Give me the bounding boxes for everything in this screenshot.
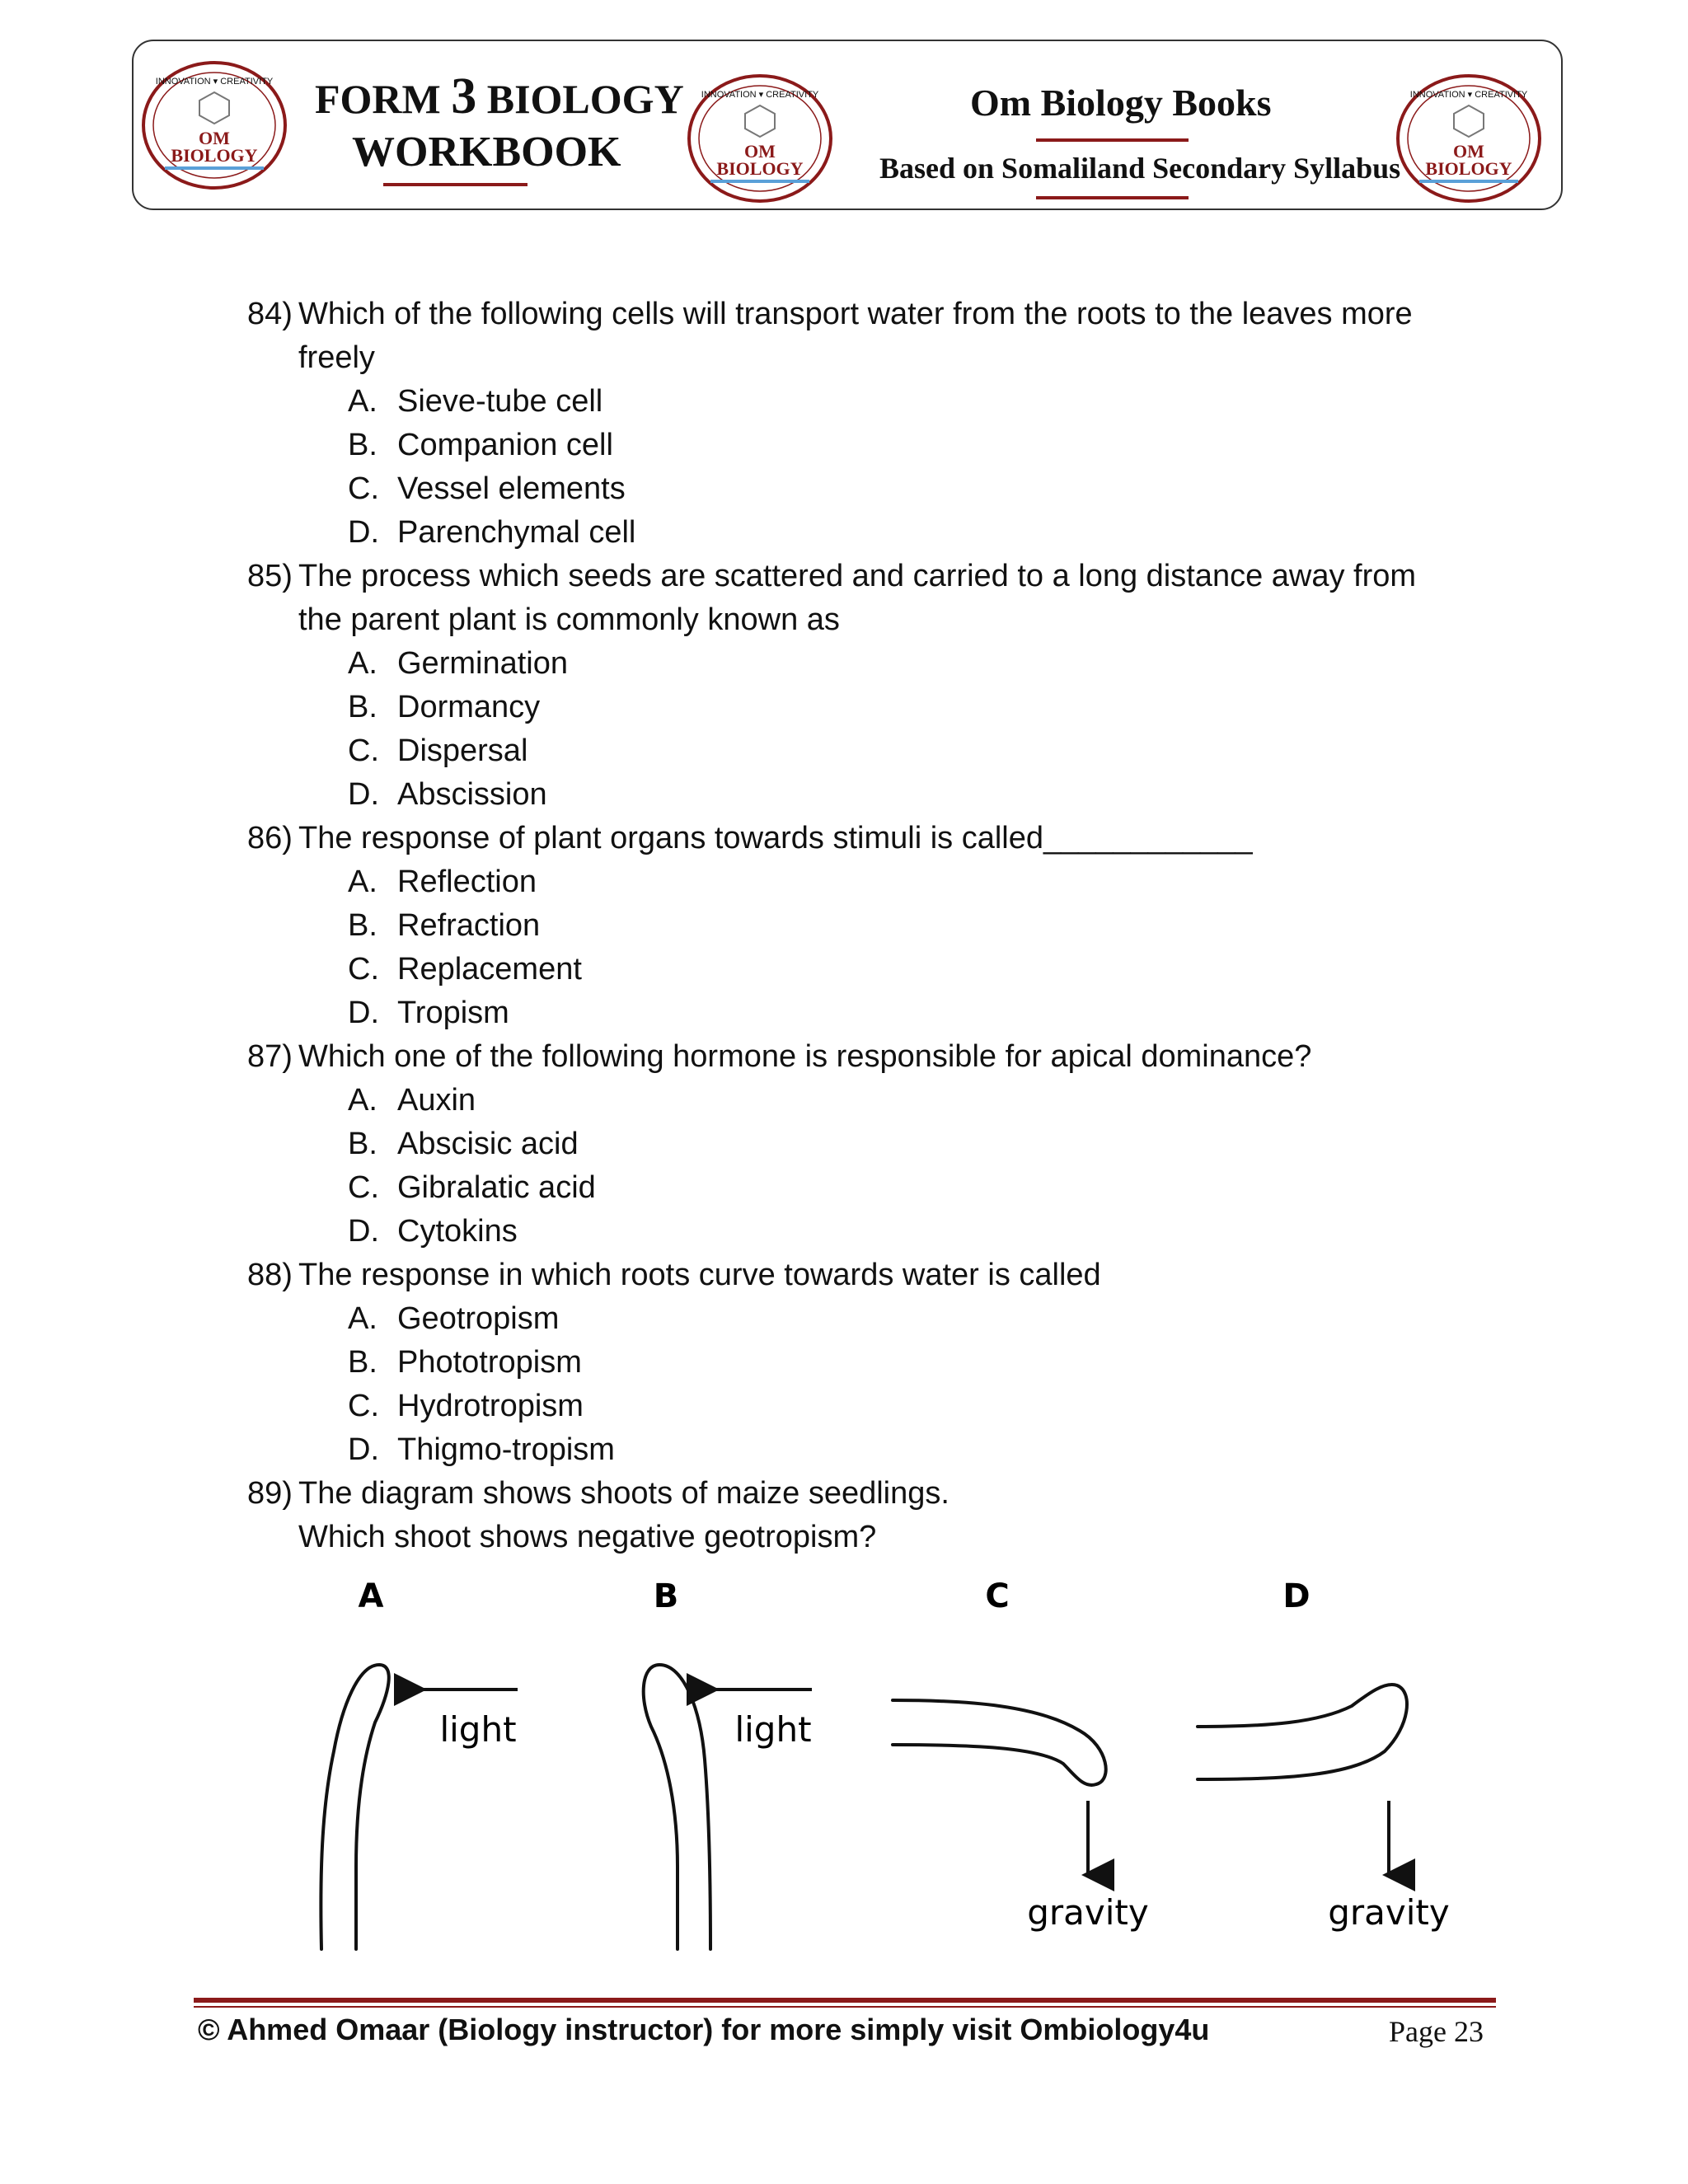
question-number: 86) (247, 821, 293, 855)
logo-top-text: INNOVATION ▾ CREATIVITY (701, 90, 819, 100)
title-underline (383, 183, 528, 186)
option-d: D. Tropism (348, 996, 509, 1030)
option-b: B. Companion cell (348, 428, 613, 462)
light-label-b: light (734, 1709, 812, 1750)
option-b: B. Dormancy (348, 690, 541, 724)
footer-credit: © Ahmed Omaar (Biology instructor) for more simply visit Ombiology4u (198, 2013, 1210, 2046)
question-number: 88) (247, 1258, 293, 1292)
logo-om-text: OM (744, 141, 776, 162)
publisher-underline (1036, 138, 1189, 142)
gravity-label-d: gravity (1328, 1892, 1450, 1933)
question-number: 85) (247, 559, 293, 593)
option-a: A. Geotropism (348, 1301, 560, 1336)
shoot-b (644, 1665, 710, 1949)
om-biology-logo (1395, 73, 1543, 204)
option-b: B. Refraction (348, 908, 541, 943)
workbook-title-line1 (315, 68, 684, 126)
question-text: Which one of the following hormone is responsible for apical dominance? (298, 1039, 1312, 1074)
publisher-name: Om Biology Books (970, 82, 1272, 124)
logo-om-text: OM (199, 128, 230, 148)
shoot-d (1198, 1685, 1407, 1779)
om-biology-logo (140, 59, 288, 191)
option-a: A. Sieve-tube cell (348, 384, 603, 419)
footer-divider-thin (194, 2006, 1496, 2008)
question-text: The process which seeds are scattered and carried to a long distance away from (298, 559, 1417, 593)
question-number: 84) (247, 297, 293, 331)
option-c: C. Dispersal (348, 733, 528, 768)
option-b: B. Abscisic acid (348, 1127, 579, 1161)
title-form-text: FORM (315, 76, 452, 122)
gravity-label-c: gravity (1027, 1892, 1149, 1933)
maize-shoot-diagram (297, 1562, 1451, 1957)
subtitle-underline (1036, 196, 1189, 199)
option-c: C. Replacement (348, 952, 582, 987)
logo-biology-text: BIOLOGY (716, 158, 804, 179)
logo-top-text: INNOVATION ▾ CREATIVITY (155, 77, 274, 87)
option-d: D. Cytokins (348, 1214, 518, 1249)
title-biology-text: BIOLOGY (476, 76, 684, 122)
question-number: 87) (247, 1039, 293, 1074)
light-label-a: light (439, 1709, 517, 1750)
option-c: C. Vessel elements (348, 471, 626, 506)
option-a: A. Reflection (348, 865, 537, 899)
option-d: D. Thigmo-tropism (348, 1432, 615, 1467)
question-text: The response in which roots curve towards water is called (298, 1258, 1101, 1292)
diagram-label-a: A (358, 1577, 384, 1615)
option-a: A. Auxin (348, 1083, 476, 1118)
question-text: The response of plant organs towards stimuli is called____________ (298, 821, 1253, 855)
syllabus-subtitle: Based on Somaliland Secondary Syllabus (879, 152, 1401, 185)
page-header (132, 40, 1563, 210)
option-a: A. Germination (348, 646, 568, 681)
diagram-label-d: D (1282, 1577, 1311, 1615)
logo-top-text: INNOVATION ▾ CREATIVITY (1409, 90, 1528, 100)
question-text: The diagram shows shoots of maize seedlings. (298, 1476, 950, 1511)
question-text: Which shoot shows negative geotropism? (298, 1520, 877, 1554)
logo-om-text: OM (1453, 141, 1484, 162)
option-c: C. Gibralatic acid (348, 1170, 596, 1205)
option-d: D. Abscission (348, 777, 547, 812)
diagram-label-c: C (985, 1577, 1010, 1615)
question-text: freely (298, 340, 375, 375)
option-d: D. Parenchymal cell (348, 515, 636, 550)
question-text: Which of the following cells will transport water from the roots to the leaves more (298, 297, 1413, 331)
footer-divider (194, 1998, 1496, 2003)
option-b: B. Phototropism (348, 1345, 582, 1380)
question-text: the parent plant is commonly known as (298, 602, 840, 637)
shoot-a (321, 1665, 388, 1949)
question-number: 89) (247, 1476, 293, 1511)
logo-biology-text: BIOLOGY (171, 145, 258, 166)
logo-biology-text: BIOLOGY (1425, 158, 1512, 179)
option-c: C. Hydrotropism (348, 1389, 584, 1423)
shoot-c (893, 1700, 1106, 1785)
om-biology-logo (686, 73, 834, 204)
page-number: Page 23 (1389, 2015, 1484, 2048)
workbook-title-line2: WORKBOOK (352, 129, 621, 176)
diagram-label-b: B (653, 1577, 679, 1615)
title-form-number: 3 (451, 68, 477, 124)
